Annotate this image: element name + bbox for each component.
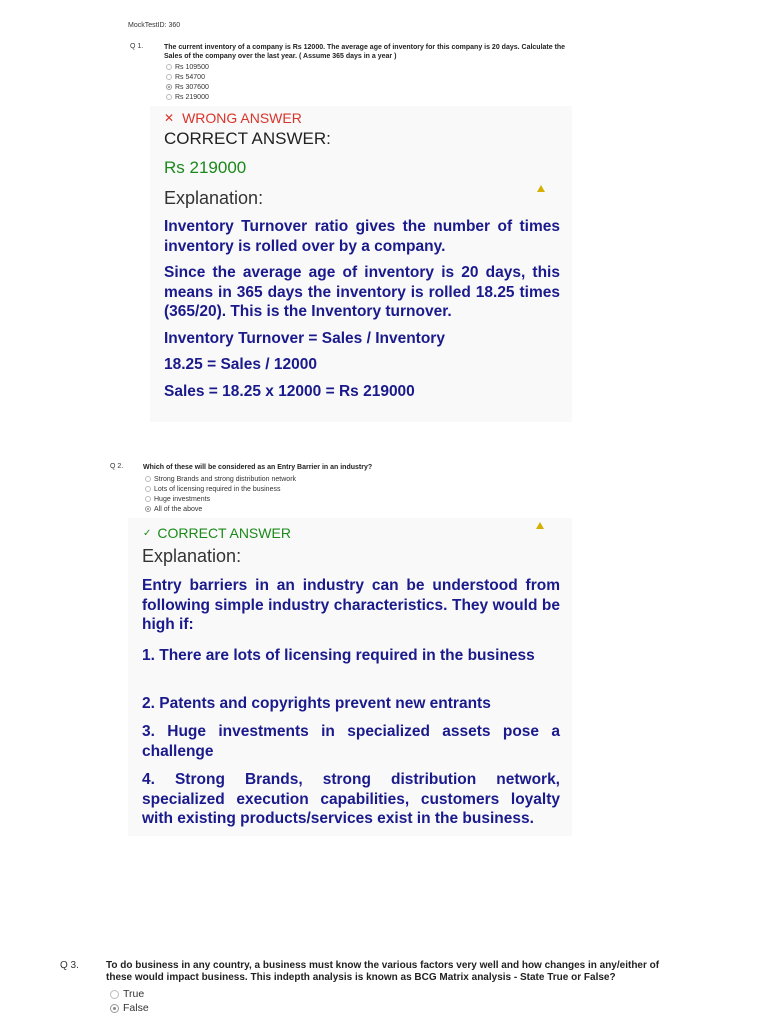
result-wrong: [164, 110, 302, 126]
warning-triangle-icon[interactable]: [537, 185, 545, 192]
explanation-paragraph: Entry barriers in an industry can be understood from following simple industry characteristics. They would be high if:: [142, 577, 560, 633]
option-label: Strong Brands and strong distribution network: [154, 475, 297, 483]
radio-icon[interactable]: [145, 486, 151, 492]
question-text-line: Sales of the company over the last year. ( Assume 365 days in a year ): [164, 53, 397, 60]
question-number: Q 1.: [130, 43, 144, 50]
question-text-line: The current inventory of a company is Rs 12000. The average age of inventory for this company is 20 days. Calculate the: [164, 44, 566, 51]
radio-selected-icon[interactable]: [110, 1004, 119, 1013]
warning-triangle-icon[interactable]: [536, 522, 544, 529]
question-text: [164, 43, 564, 61]
mock-test-id: MockTestID: 360: [128, 22, 181, 29]
option-2[interactable]: [166, 72, 209, 82]
option-label: Rs 219000: [175, 93, 209, 101]
option-label: Huge investments: [154, 495, 211, 503]
question-number: Q 2.: [110, 463, 124, 470]
explanation-paragraph: 18.25 = Sales / 12000: [164, 356, 317, 373]
option-true[interactable]: [110, 987, 149, 1001]
explanation-paragraph: Since the average age of inventory is 20 days, this means in 365 days the inventory is rolled 18.25 times (365/20). This is the Inventory turnover.: [164, 264, 560, 320]
explanation-heading: Explanation:: [164, 188, 264, 208]
explanation-paragraph: Inventory Turnover ratio gives the number of times inventory is rolled over by a company.: [164, 218, 560, 255]
option-label: Rs 307600: [175, 83, 209, 91]
radio-icon[interactable]: [145, 476, 151, 482]
radio-icon[interactable]: [145, 496, 151, 502]
correct-answer-value: Rs 219000: [164, 158, 247, 177]
option-4[interactable]: [145, 504, 296, 514]
result-correct: [143, 525, 291, 541]
q1-options: [166, 62, 209, 102]
q2-options: [145, 474, 296, 514]
explanation-paragraph: Sales = 18.25 x 12000 = Rs 219000: [164, 383, 415, 400]
radio-icon[interactable]: [110, 990, 119, 999]
question-text-line: these would impact business. This indepth analysis is known as BCG Matrix analysis - State True or False?: [106, 972, 616, 983]
q3-options: [110, 987, 149, 1015]
option-label: All of the above: [154, 505, 203, 513]
radio-selected-icon[interactable]: [145, 506, 151, 512]
check-icon: ✓: [143, 527, 152, 539]
radio-selected-icon[interactable]: [166, 84, 172, 90]
option-2[interactable]: [145, 484, 296, 494]
explanation-paragraph: 4. Strong Brands, strong distribution network, specialized execution capabilities, customers loyalty with existing products/services exist in the business.: [142, 771, 560, 827]
explanation-heading: Explanation:: [142, 546, 242, 566]
option-3[interactable]: [145, 494, 296, 504]
explanation-paragraph: 3. Huge investments in specialized assets pose a challenge: [142, 723, 560, 760]
result-label: CORRECT ANSWER: [157, 525, 291, 541]
option-false[interactable]: [110, 1001, 149, 1015]
option-label: False: [123, 1002, 149, 1014]
question-text-line: To do business in any country, a business must know the various factors very well and how changes in any/either of: [106, 960, 660, 971]
question-text: [106, 960, 706, 984]
cross-icon: ✕: [164, 111, 175, 125]
radio-icon[interactable]: [166, 74, 172, 80]
explanation-paragraph: 2. Patents and copyrights prevent new entrants: [142, 695, 491, 712]
explanation-paragraph: 1. There are lots of licensing required in the business: [142, 647, 535, 664]
option-4[interactable]: [166, 92, 209, 102]
option-label: Lots of licensing required in the business: [154, 485, 281, 493]
radio-icon[interactable]: [166, 94, 172, 100]
correct-answer-heading: CORRECT ANSWER:: [164, 129, 331, 148]
option-label: True: [123, 988, 145, 1000]
result-label: WRONG ANSWER: [182, 110, 302, 126]
option-1[interactable]: [166, 62, 209, 72]
radio-icon[interactable]: [166, 64, 172, 70]
question-text: Which of these will be considered as an Entry Barrier in an industry?: [143, 464, 373, 471]
option-label: Rs 109500: [175, 63, 209, 71]
option-1[interactable]: [145, 474, 296, 484]
explanation-paragraph: Inventory Turnover = Sales / Inventory: [164, 330, 445, 347]
option-label: Rs 54700: [175, 73, 205, 81]
question-number: Q 3.: [60, 960, 79, 971]
option-3[interactable]: [166, 82, 209, 92]
